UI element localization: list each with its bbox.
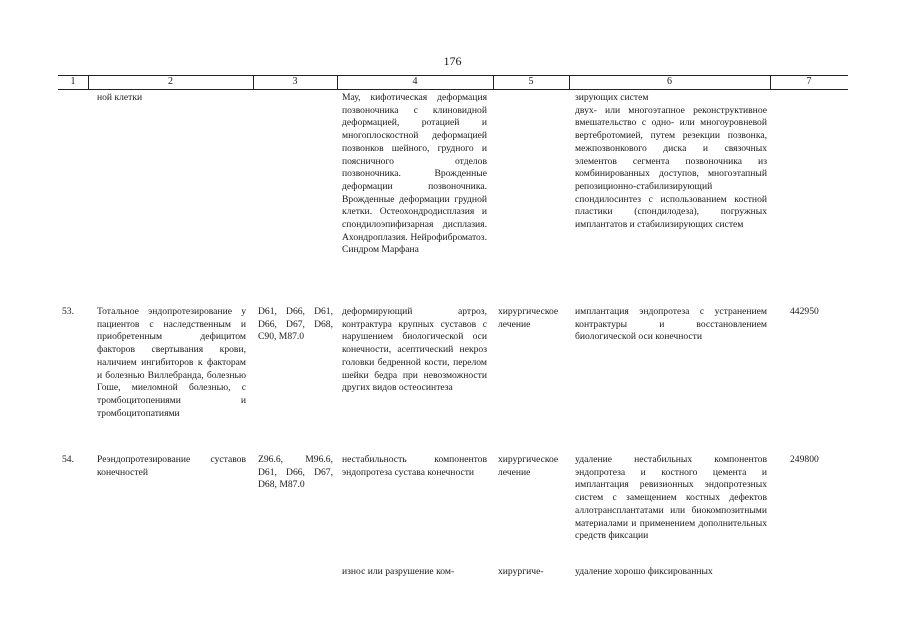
row-name: Тотальное эндопротезирование у пациентов с наследственным и приобретенным дефицитом факторов свертывания крови, наличием ингибиторов к факторам и болезнью Виллебранда, болезнью Гоше, миеломной болезнью, с тромбоцитопениями и тромбоцитопатиями bbox=[97, 306, 246, 419]
row-method: имплантация эндопротеза с устранением контрактуры и восстановлением биологической оси конечности bbox=[575, 306, 767, 343]
tail-method: удаление хорошо фиксированных bbox=[575, 566, 713, 577]
column-number: 3 bbox=[292, 76, 298, 87]
continuation-method: двух- или многоэтапное реконструктивное вмешательство с одно- или многоуровневой вертебротомией, путем резекции позвонка, межпозвонкового диска и связочных элементов сегмента позвоночника из комбинированных доступов, многоэтапный репозиционно-стабилизирующий спондилосинтез с использованием костной пластики (спондилодеза), погружных имплантатов и стабилизирующих систем bbox=[575, 104, 767, 231]
continuation-model: Мау, кифотическая деформация позвоночника с клиновидной деформацией, ротацией и многоплоскостной деформацией позвонков шейного, грудного и поясничного отделов позвоночника. Врожденные деформации позвоночника. Врожденные деформации грудной клетки. Остеохондродисплазия и спондилоэпифизарная дисплазия. Ахондроплазия. Нейрофиброматоз. Синдром Марфана bbox=[342, 92, 487, 256]
row-model: нестабильность компонентов эндопротеза сустава конечности bbox=[342, 454, 487, 478]
row-cost: 249800 bbox=[790, 454, 819, 465]
column-number: 6 bbox=[667, 76, 672, 87]
row-cost: 442950 bbox=[790, 306, 819, 317]
continuation-method-first: зирующих систем bbox=[575, 92, 649, 103]
row-treatment-type: хирургическое лечение bbox=[498, 306, 559, 330]
tail-treatment-type: хирургиче- bbox=[498, 566, 544, 577]
row-model: деформирующий артроз, контрактура крупных суставов с нарушением биологической оси конечности, асептический некроз головки бедренной кости, перелом шейки бедра при невозможности других видов остеосинтеза bbox=[342, 306, 487, 394]
column-number: 1 bbox=[70, 76, 76, 87]
column-number: 2 bbox=[168, 76, 173, 87]
column-number: 4 bbox=[412, 76, 418, 87]
row-name: Реэндопротезирование суставов конечностей bbox=[97, 454, 246, 478]
row-treatment-type: хирургическое лечение bbox=[498, 454, 559, 478]
continuation-name: ной клетки bbox=[97, 92, 143, 103]
tail-model: износ или разрушение ком- bbox=[342, 566, 455, 577]
row-method: удаление нестабильных компонентов эндопротеза и костного цемента и имплантация ревизионных эндопротезных систем с замещением костных дефектов аллотрансплантатами или биокомпозитными материалами и применением дополнительных средств фиксации bbox=[575, 454, 767, 542]
row-number: 53. bbox=[62, 306, 74, 317]
row-codes: Z96.6, M96.6, D61, D66, D67, D68, M87.0 bbox=[258, 454, 333, 491]
table-header-border bbox=[58, 89, 848, 90]
column-number: 5 bbox=[528, 76, 534, 87]
page-number: 176 bbox=[443, 54, 462, 68]
column-number: 7 bbox=[806, 76, 812, 87]
row-number: 54. bbox=[62, 454, 74, 465]
row-codes: D61, D66, D61, D66, D67, D68, C90, M87.0 bbox=[258, 306, 333, 343]
